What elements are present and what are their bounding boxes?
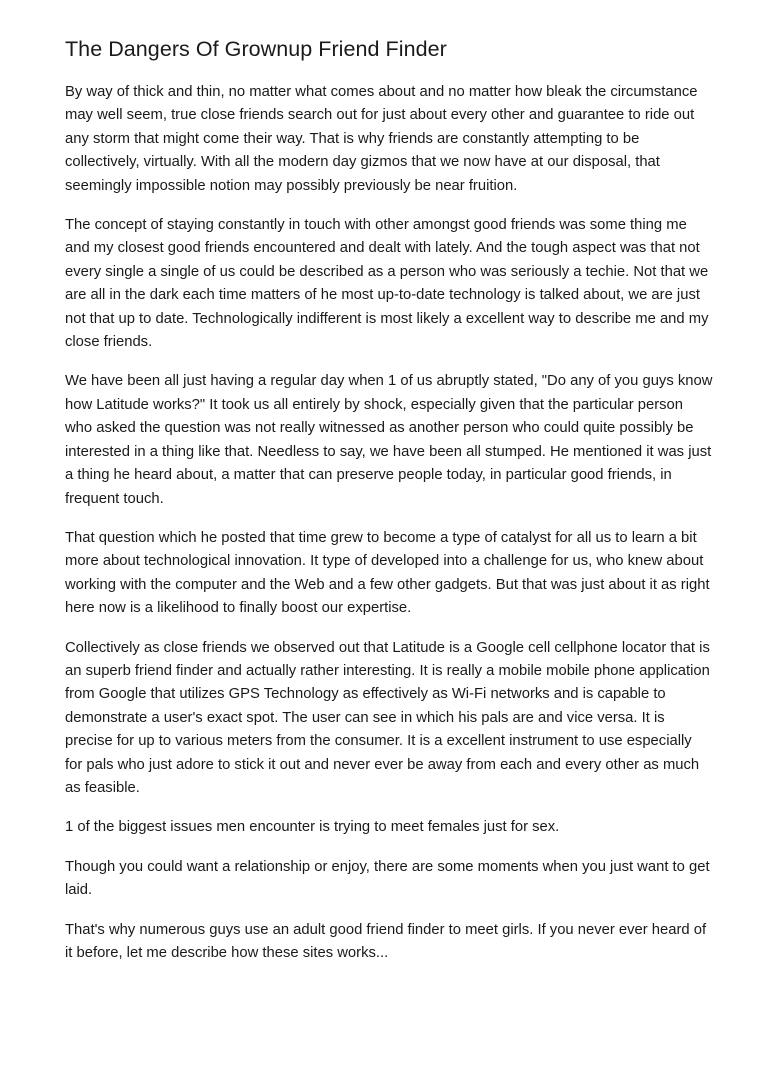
paragraph: By way of thick and thin, no matter what comes about and no matter how bleak the circumstance may well seem, true close friends search out for just about every other and guarantee to ride out any storm that might come their way. That is why friends are constantly attempting to be collectively, virtually. With all the modern day gizmos that we now have at our disposal, that seemingly impossible notion may possibly previously be near fruition.	[65, 84, 698, 194]
paragraph: We have been all just having a regular day when 1 of us abruptly stated, "Do any of you guys know how Latitude works?" It took us all entirely by shock, especially given that the particular person who asked the question was not really witnessed as another person who could quite possibly be interested in a thing like that. Needless to say, we have been all stumped. He mentioned it was just a thing he heard about, a matter that can preserve people today, in particular good friends, in frequent touch.	[65, 373, 713, 507]
paragraph: Though you could want a relationship or enjoy, there are some moments when you just want to get laid.	[65, 858, 710, 899]
paragraph: That's why numerous guys use an adult good friend finder to meet girls. If you never ever heard of it before, let me describe how these sites works...	[65, 921, 707, 961]
page-title: The Dangers Of Grownup Friend Finder	[65, 37, 447, 61]
paragraph: Collectively as close friends we observed out that Latitude is a Google cell cellphone locator that is an superb friend finder and actually rather interesting. It is really a mobile mobile phone application from Google that utilizes GPS Technology as effectively as Wi-Fi networks and is capable to demonstrate a user's exact spot. The user can see in which his pals are and vice versa. It is precise for up to various meters from the consumer. It is a excellent instrument to use especially for pals who just adore to stick it out and never ever be away from each and every other as much as feasible.	[65, 639, 710, 796]
document-page	[65, 34, 713, 981]
paragraph: The concept of staying constantly in touch with other amongst good friends was some thing me and my closest good friends encountered and dealt with lately. And the tough aspect was that not every single a single of us could be described as a person who was seriously a techie. Not that we are all in the dark each time matters of he most up-to-date technology is talked about, we are just not that up to date. Technologically indifferent is most likely a excellent way to describe me and my close friends.	[65, 217, 709, 351]
paragraph: 1 of the biggest issues men encounter is trying to meet females just for sex.	[65, 819, 560, 836]
paragraph: That question which he posted that time grew to become a type of catalyst for all us to learn a bit more about technological innovation. It type of developed into a challenge for us, who knew about working with the computer and the Web and a few other gadgets. But that was just about it as right here now is a likelihood to finally boost our expertise.	[65, 529, 710, 617]
